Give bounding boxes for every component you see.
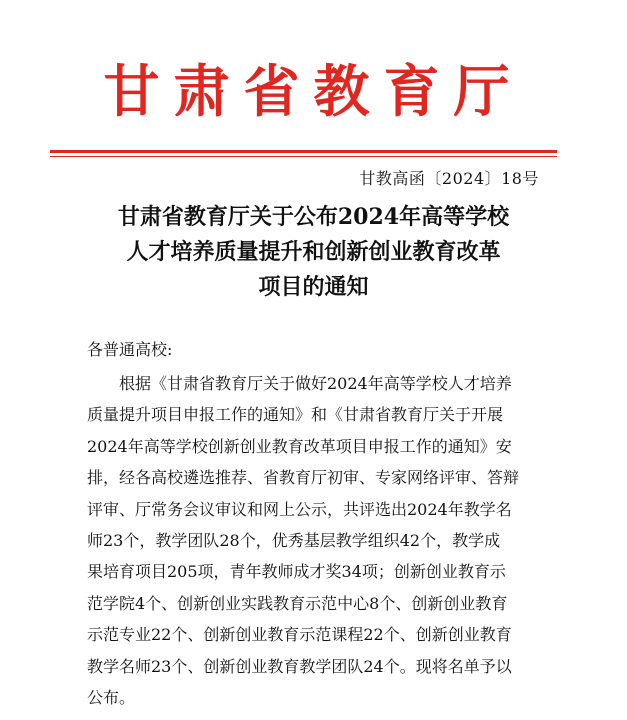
body-line: 排，经各高校遴选推荐、省教育厅初审、专家网络评审、答辩 — [87, 468, 520, 488]
body-line: 示范专业22个、创新创业教育示范课程22个、创新创业教育 — [87, 625, 512, 645]
red-divider-thin — [50, 156, 557, 157]
body-line: 评审、厅常务会议审议和网上公示，共评选出2024年教学名 — [87, 499, 512, 519]
issuer-masthead: 甘肃省教育厅 — [103, 60, 524, 125]
body-line: 范学院4个、创新创业实践教育示范中心8个、创新创业教育 — [87, 593, 508, 613]
body-line: 质量提升项目申报工作的通知》和《甘肃省教育厅关于开展 — [87, 405, 504, 425]
body-line: 果培育项目205项，青年教师成才奖34项；创新创业教育示 — [87, 562, 506, 582]
body-line: 公布。 — [87, 687, 136, 707]
body-paragraph — [87, 368, 543, 713]
body-line: 师23个，教学团队28个，优秀基层教学组织42个，教学成 — [87, 530, 501, 550]
document-title — [80, 200, 547, 305]
body-line: 教学名师23个、创新创业教育教学团队24个。现将名单予以 — [87, 656, 512, 676]
red-divider-thick — [50, 150, 557, 153]
title-line-3: 项目的通知 — [258, 274, 369, 300]
title-line-1: 甘肃省教育厅关于公布2024年高等学校 — [117, 204, 510, 230]
body-line: 2024年高等学校创新创业教育改革项目申报工作的通知》安 — [87, 436, 512, 456]
document-number: 甘教高函〔2024〕18号 — [359, 169, 539, 188]
body-line: 根据《甘肃省教育厅关于做好2024年高等学校人才培养 — [119, 374, 512, 393]
salutation: 各普通高校: — [87, 340, 173, 359]
title-line-2: 人才培养质量提升和创新创业教育改革 — [126, 239, 501, 265]
